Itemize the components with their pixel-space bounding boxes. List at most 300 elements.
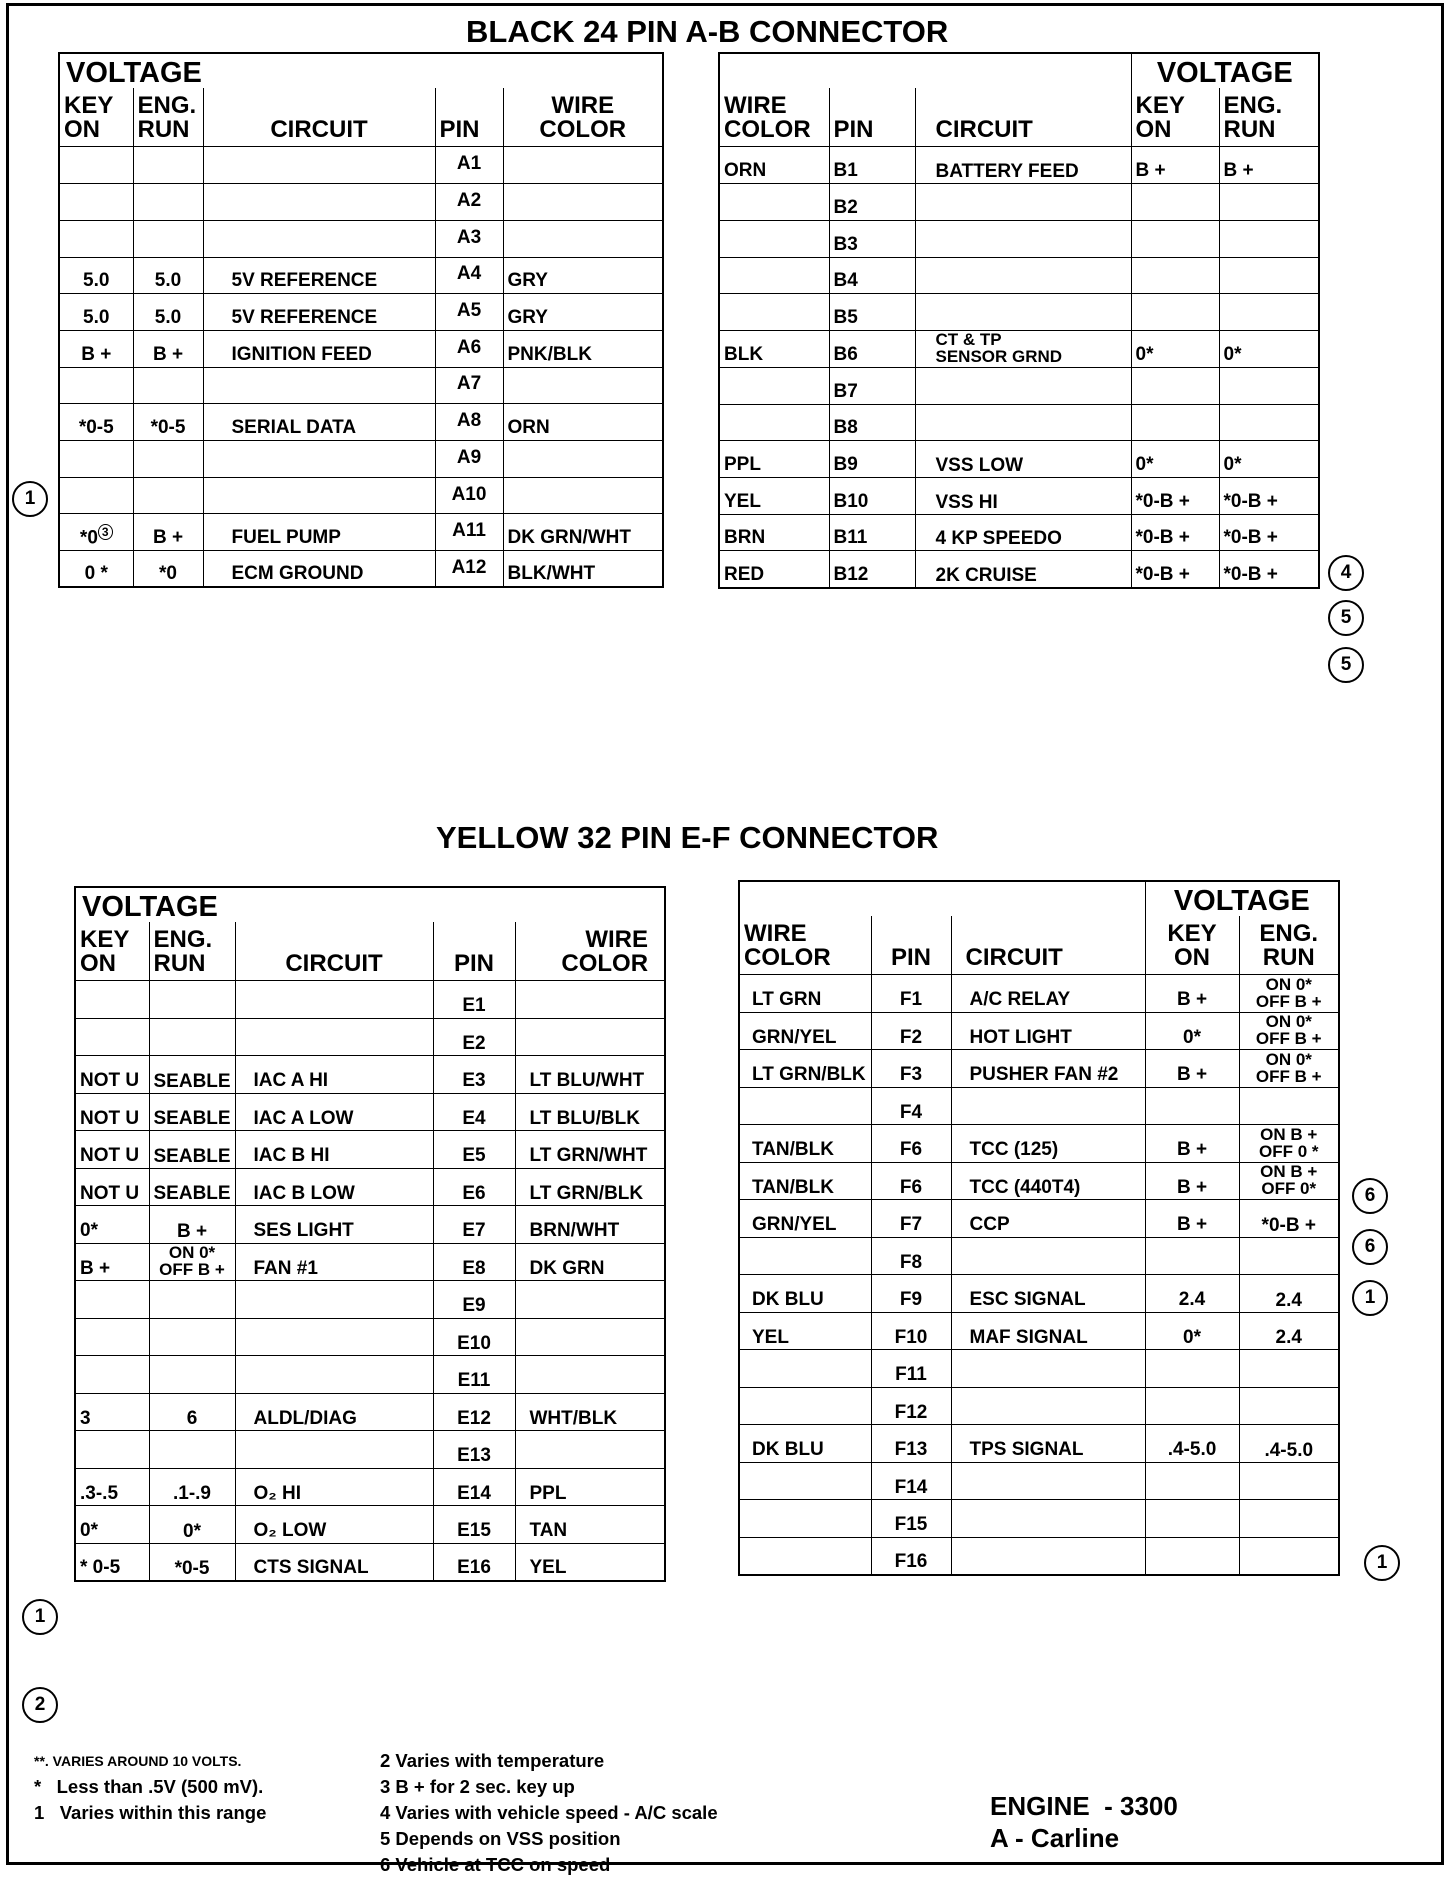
eng-run-cell	[1219, 257, 1319, 294]
engine-label	[990, 1790, 1178, 1854]
key-on-cell	[75, 981, 149, 1019]
table-row	[75, 1093, 665, 1131]
eng-run-cell-line: 2.4	[1275, 1289, 1302, 1311]
circuit-cell-line: VSS HI	[935, 491, 998, 513]
circuit-cell	[203, 220, 435, 257]
key-on-cell: B +	[1145, 1162, 1239, 1200]
circuit-cell: ESC SIGNAL	[951, 1275, 1145, 1313]
wire-color-cell: BLK/WHT	[503, 551, 663, 588]
table-row	[75, 1168, 665, 1206]
note-line: **. VARIES AROUND 10 VOLTS.	[34, 1753, 242, 1769]
table-row	[719, 514, 1319, 551]
key-on-cell: 0*	[1145, 1012, 1239, 1050]
pin-cell: E14	[433, 1468, 515, 1506]
pin-cell: E8	[433, 1243, 515, 1281]
eng-run-cell-line: SEABLE	[153, 1070, 231, 1092]
pin-cell: F15	[871, 1500, 951, 1538]
pin-cell: F4	[871, 1087, 951, 1125]
key-on-cell	[59, 147, 133, 184]
pin-cell: F3	[871, 1050, 951, 1088]
table-row	[75, 1506, 665, 1544]
key-on-cell: B +	[1145, 1125, 1239, 1163]
key-on-cell	[1145, 1350, 1239, 1388]
connector2-right-table	[738, 880, 1340, 1576]
eng-run-cell	[1219, 367, 1319, 404]
eng-run-cell	[1219, 294, 1319, 331]
table-row	[75, 1018, 665, 1056]
wire-color-cell: DK GRN/WHT	[503, 514, 663, 551]
circuit-cell	[203, 184, 435, 221]
pin-cell: F13	[871, 1425, 951, 1463]
key-on-cell	[1131, 184, 1219, 221]
eng-run-cell	[1239, 1350, 1339, 1388]
key-on-cell	[1131, 404, 1219, 441]
pin-cell: E10	[433, 1318, 515, 1356]
eng-run-cell: 0*	[1219, 441, 1319, 478]
eng-run-cell	[1239, 1275, 1339, 1313]
table-row	[739, 1350, 1339, 1388]
table-row	[59, 477, 663, 514]
key-on-cell: NOT U	[75, 1131, 149, 1169]
eng-run-cell-line: ON 0*	[1265, 1012, 1312, 1032]
wire-color-cell: LT GRN	[739, 975, 871, 1013]
eng-run-cell-line: .1-.9	[172, 1483, 212, 1505]
pin-cell: A2	[435, 184, 503, 221]
wire-color-cell: YEL	[515, 1543, 665, 1581]
wire-color-cell: TAN/BLK	[739, 1125, 871, 1163]
table-row	[75, 1431, 665, 1469]
eng-run-cell	[133, 440, 203, 477]
pin-cell: F11	[871, 1350, 951, 1388]
connector2-title: YELLOW 32 PIN E-F CONNECTOR	[436, 820, 939, 855]
pin-cell: E4	[433, 1093, 515, 1131]
pin-header: PIN	[435, 88, 503, 147]
eng-run-cell	[149, 1018, 235, 1056]
pin-cell: F6	[871, 1162, 951, 1200]
key-on-cell	[75, 1318, 149, 1356]
eng-run-cell	[133, 220, 203, 257]
pin-header: PIN	[433, 922, 515, 981]
wire-color-cell	[719, 257, 829, 294]
table-row	[75, 1318, 665, 1356]
key-on-header: KEY ON	[1131, 88, 1219, 147]
eng-run-cell	[149, 1318, 235, 1356]
circuit-cell-line: CT & TP	[935, 330, 1002, 349]
circuit-cell	[915, 441, 1131, 478]
callout-circle: 6	[1352, 1178, 1388, 1214]
key-on-cell: B +	[59, 330, 133, 367]
table-row	[739, 1312, 1339, 1350]
circuit-cell	[915, 367, 1131, 404]
table-row	[739, 1200, 1339, 1238]
pin-cell: E6	[433, 1168, 515, 1206]
circuit-header: CIRCUIT	[235, 922, 433, 981]
key-on-cell: B +	[1145, 1050, 1239, 1088]
eng-run-cell-line: OFF B +	[1255, 1066, 1322, 1086]
circuit-cell-line: 4 KP SPEEDO	[935, 528, 1062, 550]
wire-color-cell: LT GRN/WHT	[515, 1131, 665, 1169]
circuit-header: CIRCUIT	[915, 88, 1131, 147]
wire-color-cell: LT GRN/BLK	[739, 1050, 871, 1088]
notes-left	[34, 1748, 266, 1826]
eng-run-cell: 5.0	[133, 294, 203, 331]
eng-run-cell	[133, 367, 203, 404]
eng-run-cell	[149, 1056, 235, 1094]
eng-run-cell	[149, 1168, 235, 1206]
eng-run-cell	[1239, 1312, 1339, 1350]
eng-run-cell-line: *0-B +	[1261, 1214, 1316, 1236]
circuit-cell	[203, 440, 435, 477]
key-on-cell: 5.0	[59, 257, 133, 294]
wire-color-cell	[719, 294, 829, 331]
wire-color-cell: PNK/BLK	[503, 330, 663, 367]
circuit-cell	[915, 477, 1131, 514]
wire-color-cell: DK GRN	[515, 1243, 665, 1281]
wire-color-header: WIRE COLOR	[515, 922, 665, 981]
table-row	[75, 1468, 665, 1506]
callout-circle: 5	[1328, 600, 1364, 636]
eng-run-cell-line: *0-5	[174, 1557, 210, 1579]
wire-color-header: WIRE COLOR	[719, 88, 829, 147]
connector1-left-rows	[59, 147, 663, 587]
eng-run-cell-line: B +	[176, 1220, 208, 1242]
key-on-cell: B +	[1145, 1200, 1239, 1238]
table-row	[739, 1275, 1339, 1313]
eng-run-cell	[1239, 1500, 1339, 1538]
circuit-cell: MAF SIGNAL	[951, 1312, 1145, 1350]
eng-run-cell-line: 2.4	[1275, 1327, 1302, 1349]
eng-run-cell-line: OFF 0 *	[1258, 1141, 1319, 1161]
key-on-cell	[1131, 294, 1219, 331]
eng-run-cell-line: SEABLE	[153, 1108, 231, 1130]
eng-run-cell	[1239, 975, 1339, 1013]
eng-run-cell-line: OFF B +	[159, 1260, 225, 1280]
pin-cell: F1	[871, 975, 951, 1013]
pin-cell: F7	[871, 1200, 951, 1238]
eng-run-cell	[133, 184, 203, 221]
circuit-cell	[235, 1018, 433, 1056]
pin-cell: E5	[433, 1131, 515, 1169]
table-row	[739, 1087, 1339, 1125]
key-on-cell: *0-5	[59, 404, 133, 441]
eng-run-cell-line: ON 0*	[1265, 1049, 1312, 1069]
circuit-header: CIRCUIT	[203, 88, 435, 147]
wire-color-cell	[739, 1237, 871, 1275]
eng-run-cell-line: OFF B +	[1255, 1029, 1322, 1049]
eng-run-cell: B +	[133, 330, 203, 367]
wire-color-cell: ORN	[503, 404, 663, 441]
pin-cell: B8	[829, 404, 915, 441]
circuit-cell: CTS SIGNAL	[235, 1543, 433, 1581]
eng-run-cell	[149, 1543, 235, 1581]
wire-color-cell	[515, 1318, 665, 1356]
table-row	[739, 975, 1339, 1013]
key-on-cell: * 0-5	[75, 1543, 149, 1581]
pin-cell: E3	[433, 1056, 515, 1094]
table-row	[739, 1050, 1339, 1088]
eng-run-cell	[1219, 220, 1319, 257]
connector2-left-table	[74, 886, 666, 1582]
table-row	[59, 551, 663, 588]
table-row	[739, 1125, 1339, 1163]
table-row	[75, 1056, 665, 1094]
circuit-cell: IAC B HI	[235, 1131, 433, 1169]
wire-color-cell: BRN/WHT	[515, 1206, 665, 1244]
wire-color-cell	[503, 220, 663, 257]
note-line: * Less than .5V (500 mV).	[34, 1776, 264, 1797]
table-row	[59, 404, 663, 441]
wire-color-cell	[739, 1500, 871, 1538]
key-on-cell: *0-B +	[1131, 477, 1219, 514]
circuit-cell-line: VSS LOW	[935, 454, 1024, 476]
eng-run-cell	[1239, 1012, 1339, 1050]
table-row	[75, 1393, 665, 1431]
key-on-cell: 0*	[75, 1206, 149, 1244]
table-row	[719, 220, 1319, 257]
circuit-cell	[915, 257, 1131, 294]
pin-cell: F16	[871, 1537, 951, 1575]
pin-cell: E9	[433, 1281, 515, 1319]
key-on-cell	[1145, 1087, 1239, 1125]
wire-color-cell: RED	[719, 551, 829, 588]
eng-run-cell-line: .4-5.0	[1264, 1439, 1314, 1461]
key-on-value: *0	[79, 527, 98, 549]
table-row	[719, 184, 1319, 221]
circuit-cell: SES LIGHT	[235, 1206, 433, 1244]
circuit-cell	[915, 220, 1131, 257]
circuit-cell: ALDL/DIAG	[235, 1393, 433, 1431]
table-row	[59, 514, 663, 551]
table-row	[739, 1012, 1339, 1050]
table-row	[719, 404, 1319, 441]
eng-run-cell	[1219, 404, 1319, 441]
note-ref-circle: 3	[98, 524, 113, 540]
eng-run-cell	[1239, 1087, 1339, 1125]
eng-run-header: ENG. RUN	[1239, 916, 1339, 975]
eng-run-cell	[133, 477, 203, 514]
pin-cell: E15	[433, 1506, 515, 1544]
circuit-cell: IAC A HI	[235, 1056, 433, 1094]
wire-color-cell	[503, 367, 663, 404]
pin-cell: F8	[871, 1237, 951, 1275]
circuit-cell	[203, 477, 435, 514]
wire-color-cell: DK BLU	[739, 1275, 871, 1313]
table-row	[739, 1537, 1339, 1575]
eng-run-cell	[1239, 1462, 1339, 1500]
circuit-cell	[915, 514, 1131, 551]
pin-cell: A6	[435, 330, 503, 367]
note-line: 6 Vehicle at TCC on speed	[380, 1854, 611, 1875]
table-row	[59, 147, 663, 184]
circuit-cell	[203, 367, 435, 404]
table-row	[59, 220, 663, 257]
pin-header: PIN	[871, 916, 951, 975]
wire-color-cell: DK BLU	[739, 1425, 871, 1463]
key-on-cell	[1145, 1237, 1239, 1275]
circuit-cell	[951, 1537, 1145, 1575]
voltage-header: VOLTAGE	[59, 53, 663, 88]
circuit-cell	[951, 1500, 1145, 1538]
pin-cell: A8	[435, 404, 503, 441]
eng-run-cell: 0*	[1219, 330, 1319, 367]
wire-color-cell	[515, 1356, 665, 1394]
carline-line: A - Carline	[990, 1823, 1120, 1853]
wire-color-cell: WHT/BLK	[515, 1393, 665, 1431]
pin-cell: F6	[871, 1125, 951, 1163]
key-on-cell	[1145, 1500, 1239, 1538]
key-on-cell	[75, 1431, 149, 1469]
callout-circle: 2	[22, 1687, 58, 1723]
key-on-cell	[59, 514, 133, 551]
circuit-cell: A/C RELAY	[951, 975, 1145, 1013]
connector2-left-rows	[75, 981, 665, 1581]
key-on-cell: NOT U	[75, 1093, 149, 1131]
wire-color-cell: YEL	[739, 1312, 871, 1350]
pin-cell: A3	[435, 220, 503, 257]
wire-color-cell: TAN	[515, 1506, 665, 1544]
pin-cell: A1	[435, 147, 503, 184]
connector1-right-rows	[719, 147, 1319, 588]
wire-color-cell	[739, 1462, 871, 1500]
key-on-cell: 0*	[1131, 330, 1219, 367]
wire-color-cell	[739, 1350, 871, 1388]
table-row	[59, 184, 663, 221]
pin-cell: B5	[829, 294, 915, 331]
circuit-cell: FUEL PUMP	[203, 514, 435, 551]
pin-cell: F9	[871, 1275, 951, 1313]
eng-run-cell: *0-B +	[1219, 551, 1319, 588]
pin-cell: F14	[871, 1462, 951, 1500]
callout-circle: 6	[1352, 1229, 1388, 1265]
circuit-cell	[235, 1281, 433, 1319]
pin-cell: E1	[433, 981, 515, 1019]
circuit-cell: IAC B LOW	[235, 1168, 433, 1206]
pin-cell: F2	[871, 1012, 951, 1050]
wire-color-cell	[719, 367, 829, 404]
callout-circle: 1	[1352, 1280, 1388, 1316]
circuit-cell	[951, 1350, 1145, 1388]
wire-color-cell: LT BLU/BLK	[515, 1093, 665, 1131]
key-on-cell	[75, 1281, 149, 1319]
wire-color-cell: YEL	[719, 477, 829, 514]
wire-color-cell	[515, 1281, 665, 1319]
voltage-header: VOLTAGE	[75, 887, 665, 922]
circuit-cell: IGNITION FEED	[203, 330, 435, 367]
callout-circle: 1	[1364, 1545, 1400, 1581]
eng-run-cell	[1239, 1387, 1339, 1425]
key-on-cell	[59, 220, 133, 257]
callout-circle: 1	[12, 481, 48, 517]
eng-run-cell: *0-B +	[1219, 514, 1319, 551]
pin-cell: B10	[829, 477, 915, 514]
table-row	[739, 1462, 1339, 1500]
eng-run-cell	[1219, 184, 1319, 221]
table-row	[739, 1425, 1339, 1463]
wire-color-cell	[719, 220, 829, 257]
eng-run-cell	[149, 1431, 235, 1469]
eng-run-cell	[149, 1393, 235, 1431]
eng-run-cell	[149, 1093, 235, 1131]
circuit-cell: ECM GROUND	[203, 551, 435, 588]
notes-middle	[380, 1748, 718, 1878]
pin-cell: B11	[829, 514, 915, 551]
wire-color-cell: GRY	[503, 257, 663, 294]
circuit-cell: TCC (125)	[951, 1125, 1145, 1163]
eng-run-cell	[149, 1281, 235, 1319]
eng-run-cell	[1239, 1425, 1339, 1463]
table-row	[75, 1543, 665, 1581]
note-line: 1 Varies within this range	[34, 1802, 267, 1823]
wire-color-cell	[739, 1087, 871, 1125]
circuit-cell: 5V REFERENCE	[203, 294, 435, 331]
key-on-cell: .4-5.0	[1145, 1425, 1239, 1463]
eng-run-cell: *0-B +	[1219, 477, 1319, 514]
eng-run-cell	[1239, 1125, 1339, 1163]
eng-run-cell-line: 0*	[183, 1520, 201, 1542]
key-on-cell	[75, 1018, 149, 1056]
pin-cell: B7	[829, 367, 915, 404]
table-row	[59, 257, 663, 294]
pin-cell: A9	[435, 440, 503, 477]
circuit-cell	[235, 1318, 433, 1356]
circuit-cell	[951, 1087, 1145, 1125]
pin-cell: B6	[829, 330, 915, 367]
pin-cell: A5	[435, 294, 503, 331]
key-on-cell	[1131, 257, 1219, 294]
wire-color-cell	[503, 477, 663, 514]
pin-cell: E16	[433, 1543, 515, 1581]
circuit-cell	[235, 1356, 433, 1394]
table-row	[75, 1131, 665, 1169]
eng-run-header: ENG. RUN	[133, 88, 203, 147]
eng-run-cell-line: SEABLE	[153, 1145, 231, 1167]
circuit-cell: TPS SIGNAL	[951, 1425, 1145, 1463]
wire-color-cell	[515, 981, 665, 1019]
circuit-cell-line: SENSOR GRND	[935, 346, 1063, 366]
note-line: 2 Varies with temperature	[380, 1750, 605, 1771]
wire-color-header: WIRE COLOR	[503, 88, 663, 147]
eng-run-cell: 5.0	[133, 257, 203, 294]
pin-cell: B4	[829, 257, 915, 294]
circuit-cell	[915, 404, 1131, 441]
key-on-cell: .3-.5	[75, 1468, 149, 1506]
circuit-cell	[915, 147, 1131, 184]
wire-color-cell	[503, 440, 663, 477]
wire-color-cell	[719, 184, 829, 221]
eng-run-cell	[149, 1131, 235, 1169]
pin-cell: B3	[829, 220, 915, 257]
key-on-cell: 2.4	[1145, 1275, 1239, 1313]
key-on-cell	[1131, 220, 1219, 257]
key-on-header: KEY ON	[1145, 916, 1239, 975]
circuit-cell	[915, 294, 1131, 331]
eng-run-cell: *0-5	[133, 404, 203, 441]
key-on-cell	[59, 184, 133, 221]
connector2-right-rows	[739, 975, 1339, 1575]
key-on-cell: 3	[75, 1393, 149, 1431]
eng-run-cell-line: OFF 0*	[1261, 1179, 1317, 1199]
key-on-cell	[59, 367, 133, 404]
pin-cell: F10	[871, 1312, 951, 1350]
circuit-cell	[915, 551, 1131, 588]
table-row	[719, 477, 1319, 514]
eng-run-cell-line: ON 0*	[168, 1243, 216, 1263]
key-on-cell: 0*	[75, 1506, 149, 1544]
wire-color-cell: PPL	[719, 441, 829, 478]
key-on-header: KEY ON	[75, 922, 149, 981]
circuit-cell: 5V REFERENCE	[203, 257, 435, 294]
pin-cell: B12	[829, 551, 915, 588]
